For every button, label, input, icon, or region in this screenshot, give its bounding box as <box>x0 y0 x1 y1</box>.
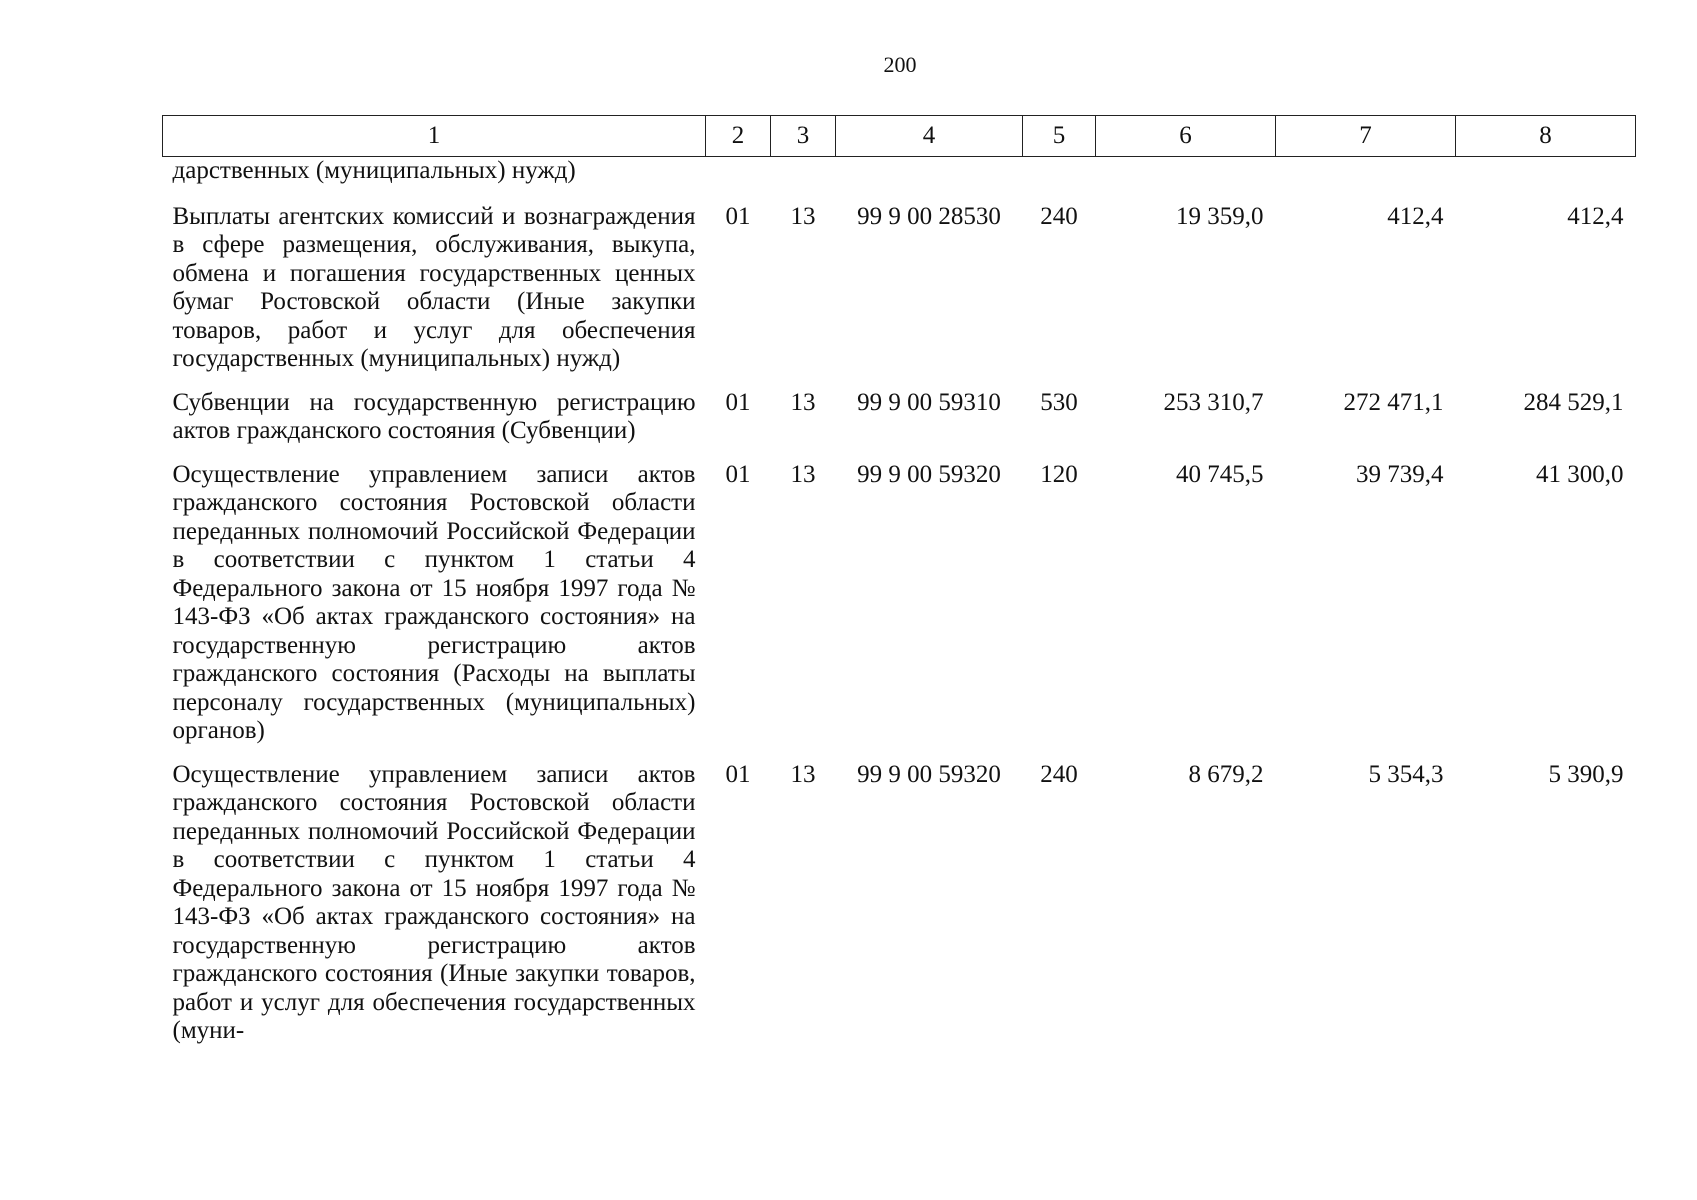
row-description: Осуществление управлением записи актов гражданского состояния Ростовской области переданных полномочий Российской Федерации в соответствии с пунктом 1 статьи 4 Федерального закона от 15 ноября 1997 года № 143-ФЗ «Об актах гражданского состояния» на государственную регистрацию актов гражданского состояния (Иные закупки товаров, работ и услуг для обеспечения государственных (муни- <box>172 760 696 1044</box>
page-number: 200 <box>883 52 917 77</box>
row-subsection: 13 <box>790 202 816 230</box>
table-header-row <box>163 116 1636 157</box>
column-header-5: 5 <box>1023 116 1096 157</box>
row-value-6: 253 310,7 <box>1163 388 1264 416</box>
row-value-8: 412,4 <box>1567 202 1624 230</box>
row-target-article: 99 9 00 28530 <box>857 202 1001 230</box>
column-header-1: 1 <box>163 116 706 157</box>
table-row <box>163 761 1636 1061</box>
row-subsection: 13 <box>790 388 816 416</box>
row-value-8: 41 300,0 <box>1536 460 1624 488</box>
row-value-7: 412,4 <box>1387 202 1444 230</box>
row-section: 01 <box>725 388 751 416</box>
row-subsection: 13 <box>790 460 816 488</box>
row-value-6: 40 745,5 <box>1176 460 1264 488</box>
row-expense-type: 120 <box>1040 460 1078 488</box>
row-value-8: 5 390,9 <box>1548 760 1624 788</box>
column-header-3: 3 <box>771 116 836 157</box>
row-expense-type: 240 <box>1040 760 1078 788</box>
row-value-7: 5 354,3 <box>1368 760 1444 788</box>
row-section: 01 <box>725 760 751 788</box>
row-description: Выплаты агентских комиссий и вознаграждения в сфере размещения, обслуживания, выкупа, обмена и погашения государственных ценных бумаг Ростовской области (Иные закупки товаров, работ и услуг для обеспечения государственных (муниципальных) нужд) <box>172 202 696 372</box>
table-row <box>163 389 1636 461</box>
row-expense-type: 240 <box>1040 202 1078 230</box>
row-section: 01 <box>725 460 751 488</box>
row-value-7: 39 739,4 <box>1356 460 1444 488</box>
row-subsection: 13 <box>790 760 816 788</box>
column-header-8: 8 <box>1456 116 1636 157</box>
row-value-7: 272 471,1 <box>1343 388 1444 416</box>
continuation-row <box>163 157 1636 203</box>
row-description: Осуществление управлением записи актов гражданского состояния Ростовской области переданных полномочий Российской Федерации в соответствии с пунктом 1 статьи 4 Федерального закона от 15 ноября 1997 года № 143-ФЗ «Об актах гражданского состояния» на государственную регистрацию актов гражданского состояния (Расходы на выплаты персоналу государственных (муниципальных) органов) <box>172 460 696 744</box>
continuation-text: дарственных (муниципальных) нужд) <box>172 157 576 184</box>
table-row <box>163 461 1636 761</box>
column-header-4: 4 <box>836 116 1023 157</box>
row-value-6: 19 359,0 <box>1176 202 1264 230</box>
row-target-article: 99 9 00 59320 <box>857 460 1001 488</box>
row-expense-type: 530 <box>1040 388 1078 416</box>
row-description: Субвенции на государственную регистрацию актов гражданского состояния (Субвенции) <box>172 388 696 444</box>
row-target-article: 99 9 00 59320 <box>857 760 1001 788</box>
column-header-2: 2 <box>706 116 771 157</box>
row-value-8: 284 529,1 <box>1523 388 1624 416</box>
row-target-article: 99 9 00 59310 <box>857 388 1001 416</box>
row-section: 01 <box>725 202 751 230</box>
table-row <box>163 203 1636 389</box>
column-header-6: 6 <box>1096 116 1276 157</box>
row-value-6: 8 679,2 <box>1188 760 1264 788</box>
budget-table <box>162 115 1636 1061</box>
column-header-7: 7 <box>1276 116 1456 157</box>
